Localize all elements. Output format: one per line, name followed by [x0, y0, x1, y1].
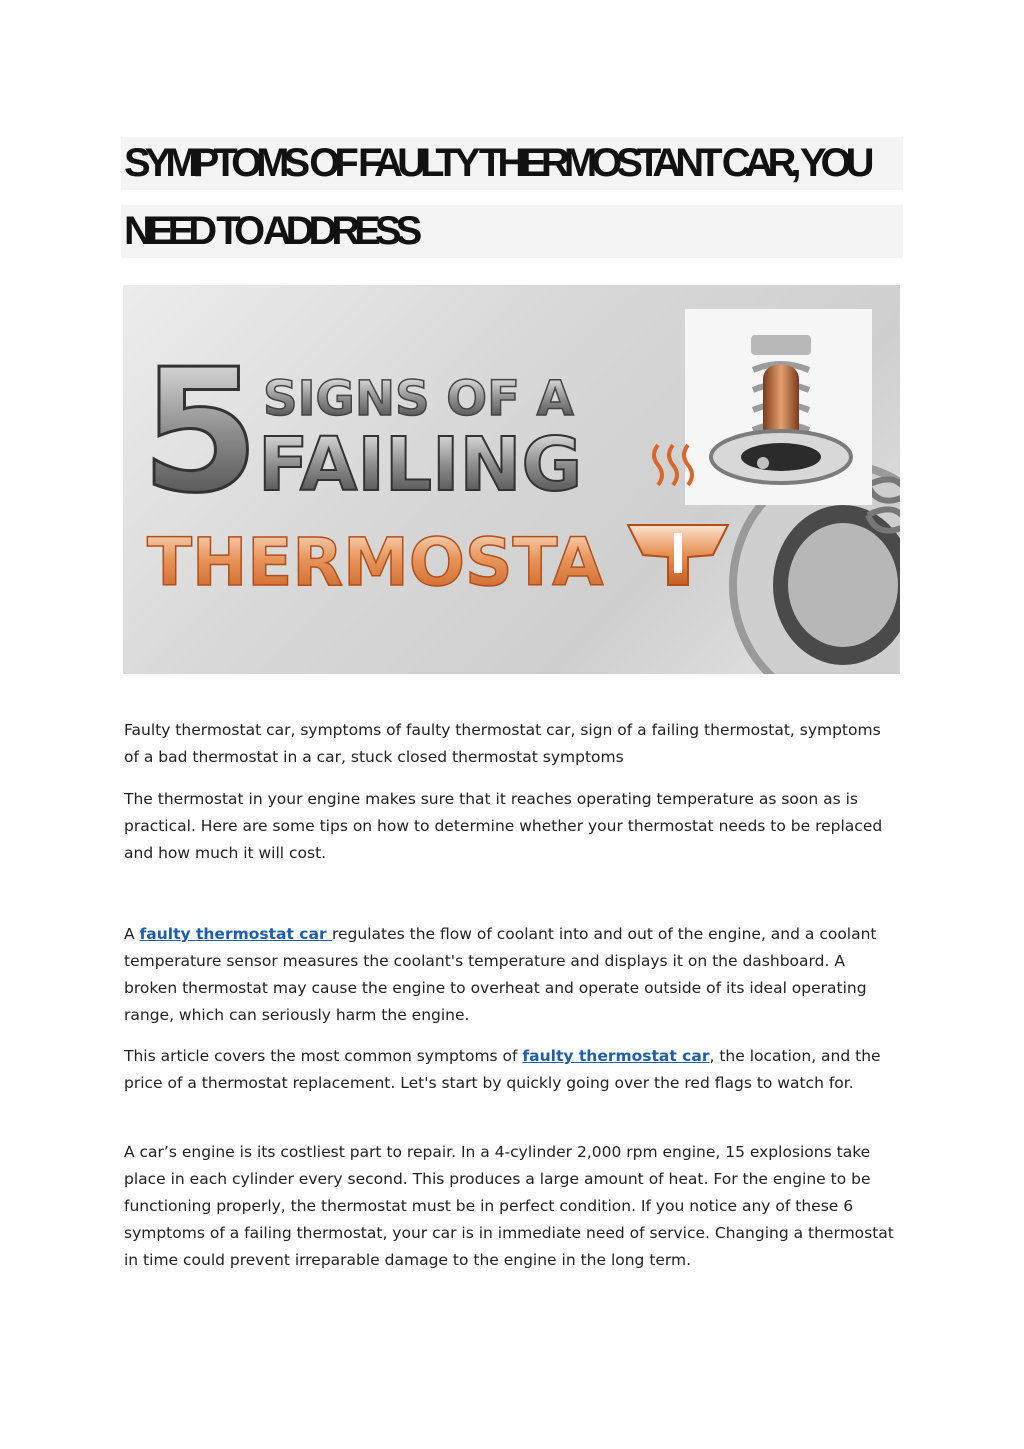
keywords-paragraph [124, 717, 894, 771]
hero-line-1: SIGNS OF A [263, 371, 574, 427]
page-title-line-1: SYMPTOMS OF FAULTY THERMOSTANT CAR, YOU [124, 141, 869, 185]
definition-text [124, 921, 894, 1029]
faulty-thermostat-link[interactable]: faulty thermostat car [139, 925, 332, 943]
keywords-text: Faulty thermostat car, symptoms of faulty thermostat car, sign of a failing thermostat, symptoms of a bad thermostat in a car, stuck closed thermostat symptoms [124, 721, 881, 766]
definition-prefix: A [124, 925, 140, 943]
engine-text: A car’s engine is its costliest part to repair. In a 4-cylinder 2,000 rpm engine, 15 explosions take place in each cylinder every second. This produces a large amount of heat. For the engine to be functioning properly, the thermostat must be in perfect condition. If you notice any of these 6 symptoms of a failing thermostat, your car is in immediate need of service. Changing a thermostat in time could prevent irreparable damage to the engine in the long term. [124, 1143, 894, 1269]
faulty-thermostat-link-2[interactable]: faulty thermostat car [522, 1047, 710, 1065]
coverage-rest: , the location, and the price of a thermostat replacement. Let's start by quickly going over the red flags to watch for. [124, 1047, 881, 1092]
page-title-line-2: NEED TO ADDRESS [124, 209, 417, 253]
intro-paragraph [124, 786, 894, 867]
thermostat-photo [685, 309, 872, 505]
hero-illustration [123, 285, 900, 674]
definition-rest: regulates the flow of coolant into and out of the engine, and a coolant temperature sensor measures the coolant's temperature and displays it on the dashboard. A broken thermostat may cause the engine to overheat and operate outside of its ideal operating range, which can seriously harm the engine. [124, 925, 877, 1024]
coverage-paragraph [124, 1043, 894, 1097]
hero-line-3: THERMOSTA [147, 524, 604, 601]
hero-image [123, 285, 900, 674]
intro-text: The thermostat in your engine makes sure that it reaches operating temperature as soon as is practical. Here are some tips on how to determine whether your thermostat needs to be replaced and how much it will cost. [124, 790, 883, 862]
coverage-text [124, 1043, 894, 1097]
coverage-prefix: This article covers the most common symptoms of [124, 1047, 523, 1065]
engine-paragraph [124, 1139, 894, 1274]
hero-line-2: FAILING [258, 422, 583, 508]
definition-paragraph [124, 921, 894, 1029]
hero-number: 5 [141, 333, 260, 531]
